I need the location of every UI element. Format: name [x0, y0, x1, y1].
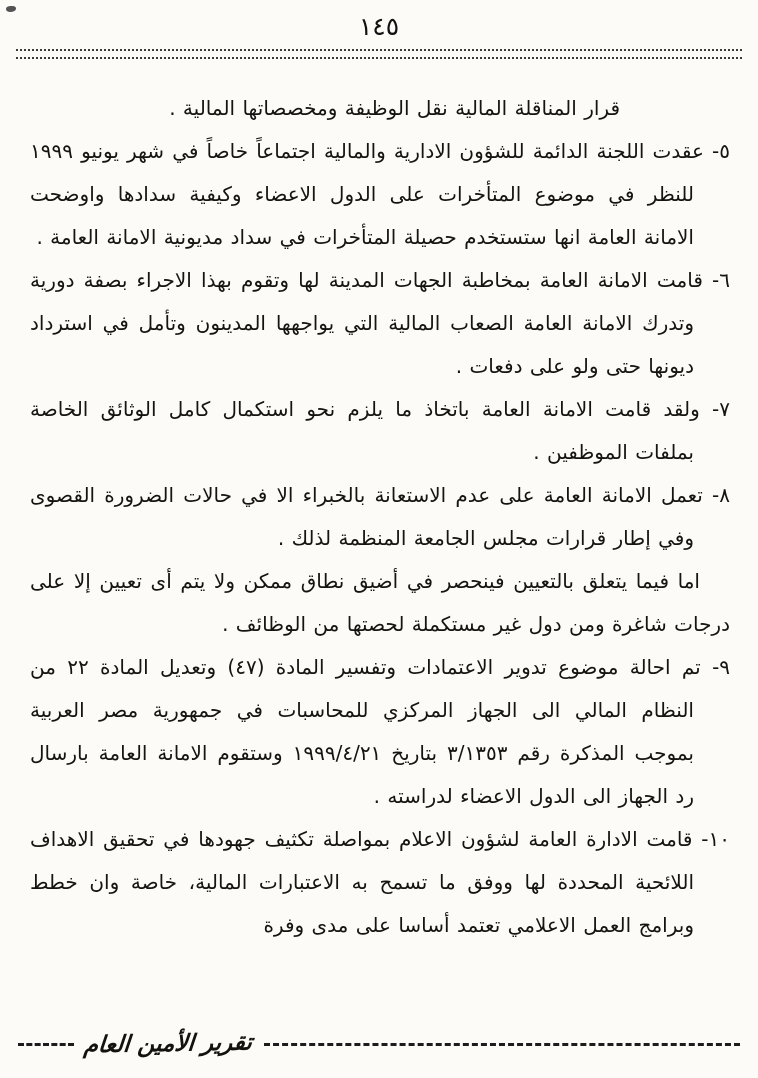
header-divider-line-top	[16, 49, 742, 57]
header-divider	[16, 49, 742, 65]
page-footer	[18, 1024, 740, 1064]
item-text: عقدت اللجنة الدائمة للشؤون الادارية والمالية اجتماعاً خاصاً في شهر يونيو ١٩٩٩ للنظر في موضوع المتأخرات على الدول الاعضاء وكيفية سدادها واوضحت الامانة العامة انها ستستخدم حصيلة المتأخرات في سداد مديونية الامانة العامة .	[30, 139, 704, 249]
item-text: تم احالة موضوع تدوير الاعتمادات وتفسير المادة (٤٧) وتعديل المادة ٢٢ من النظام المالي الى الجهاز المركزي للمحاسبات في جمهورية مصر العربية بموجب المذكرة رقم ٣/١٣٥٣ بتاريخ ١٩٩٩/٤/٢١ وستقوم الامانة العامة بارسال رد الجهاز الى الدول الاعضاء لدراسته .	[30, 655, 701, 808]
page-number: ١٤٥	[358, 12, 400, 41]
item-text: تعمل الامانة العامة على عدم الاستعانة بالخبراء الا في حالات الضرورة القصوى وفي إطار قرارات مجلس الجامعة المنظمة لذلك .	[30, 483, 703, 550]
document-body	[30, 87, 730, 947]
item-number: ٨-	[712, 483, 731, 507]
paragraph-intro: قرار المناقلة المالية نقل الوظيفة ومخصصاتها المالية .	[169, 96, 620, 120]
item-number: ٧-	[712, 397, 730, 421]
item-text: ولقد قامت الامانة العامة باتخاذ ما يلزم نحو استكمال كامل الوثائق الخاصة بملفات الموظفين .	[30, 397, 700, 464]
list-item-6	[30, 259, 730, 388]
item-number: ٩-	[712, 655, 731, 679]
footer-divider-right	[264, 1043, 740, 1046]
list-item-7	[30, 388, 730, 474]
paragraph-appointments: اما فيما يتعلق بالتعيين فينحصر في أضيق نطاق ممكن ولا يتم أى تعيين إلا على درجات شاغرة ومن دول غير مستكملة لحصتها من الوظائف .	[30, 569, 730, 636]
item-text: قامت الامانة العامة بمخاطبة الجهات المدينة لها وتقوم بهذا الاجراء بصفة دورية وتدرك الامانة العامة الصعاب المالية التي يواجهها المدينون وتأمل في استرداد ديونها حتى ولو على دفعات .	[30, 268, 703, 378]
list-item-8	[30, 474, 730, 560]
item-number: ٥-	[712, 139, 731, 163]
item-text: قامت الادارة العامة لشؤون الاعلام بمواصلة تكثيف جهودها في تحقيق الاهداف اللائحية المحددة لها ووفق ما تسمح به الاعتبارات المالية، خاصة وان خطط وبرامج العمل الاعلامي تعتمد أساسا على مدى وفرة	[30, 827, 694, 937]
header-divider-line-bottom	[16, 57, 742, 65]
list-item-5	[30, 130, 730, 259]
list-item-9	[30, 646, 730, 818]
footer-divider-left	[18, 1043, 74, 1046]
footer-signature: تقرير الأمين العام	[82, 1029, 254, 1059]
list-item-10	[30, 818, 730, 947]
item-number: ١٠-	[701, 827, 730, 851]
item-number: ٦-	[712, 268, 731, 292]
